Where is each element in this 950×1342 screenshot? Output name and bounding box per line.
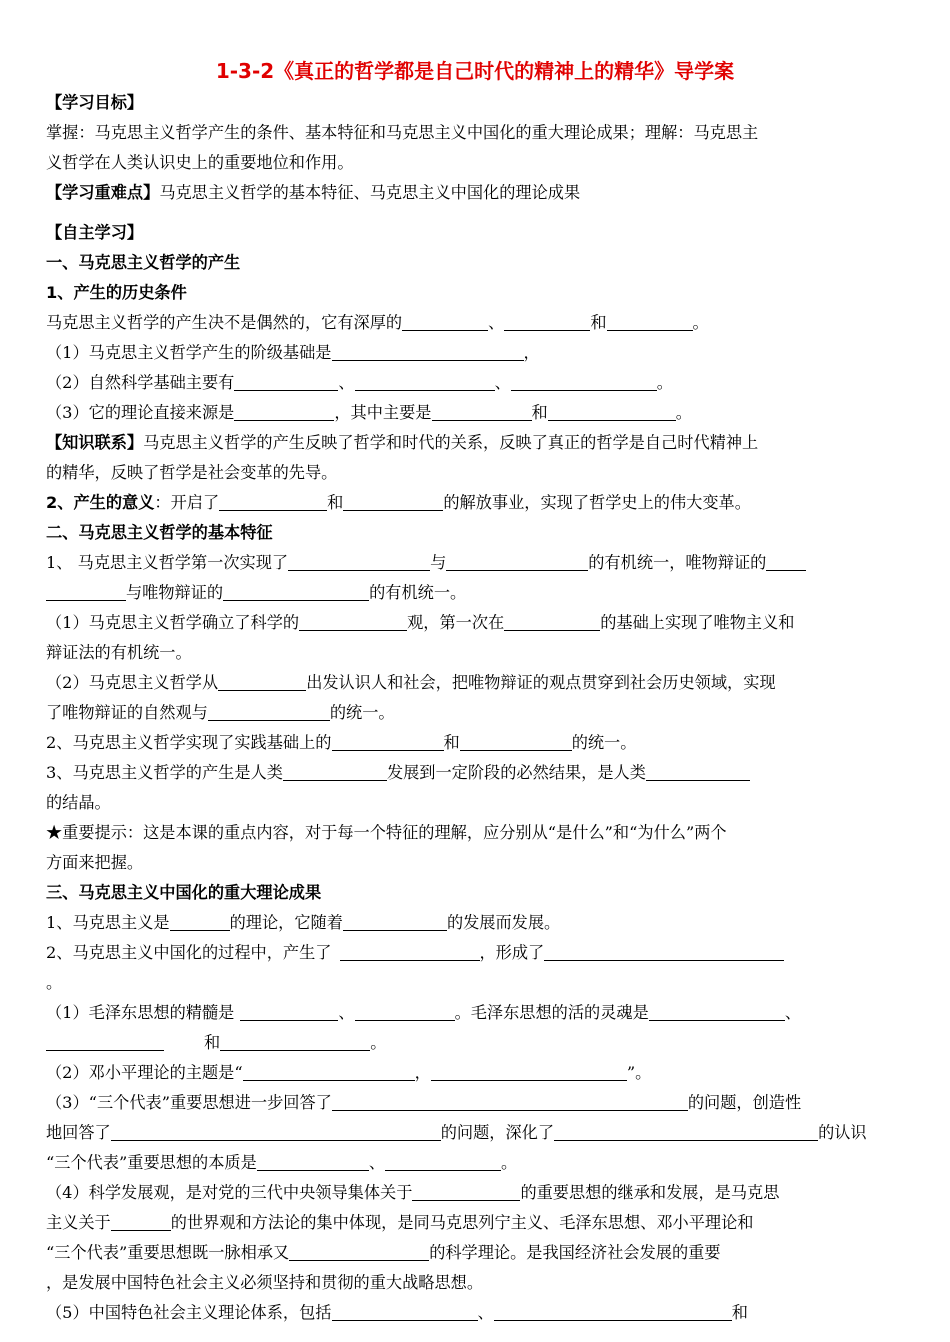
goals-header: 【学习目标】 (46, 93, 144, 112)
blank (208, 700, 330, 721)
question-line: 1、 马克思主义哲学第一次实现了 与 的有机统一，唯物辩证的 (46, 548, 904, 578)
document-title: 1-3-2《真正的哲学都是自己时代的精神上的精华》导学案 (215, 59, 735, 83)
section-3-heading: 三、马克思主义中国化的重大理论成果 (46, 883, 322, 902)
question-line: （1）马克思主义哲学产生的阶级基础是 ， (46, 338, 904, 368)
blank (385, 1150, 501, 1171)
question-line: 马克思主义哲学的产生决不是偶然的，它有深厚的 、 和 。 (46, 308, 904, 338)
question-line-cont: 的结晶。 (46, 793, 111, 812)
blank (220, 1030, 370, 1051)
question-line: （2）马克思主义哲学从 出发认识人和社会，把唯物辩证的观点贯穿到社会历史领域，实现 (46, 668, 904, 698)
blank (355, 370, 495, 391)
knowledge-link-cont: 的精华，反映了哲学是社会变革的先导。 (46, 463, 338, 482)
blank (234, 370, 338, 391)
blank (494, 1300, 732, 1321)
blank (544, 940, 784, 961)
important-tip: ★重要提示：这是本课的重点内容，对于每一个特征的理解，应分别从“是什么”和“为什么”两个 (46, 823, 727, 842)
blank (219, 490, 327, 511)
blank (257, 1150, 369, 1171)
question-line: “三个代表”重要思想的本质是 、 。 (46, 1148, 904, 1178)
blank (431, 1060, 627, 1081)
question-line: 3、马克思主义哲学的产生是人类 发展到一定阶段的必然结果，是人类 (46, 758, 904, 788)
blank (170, 910, 230, 931)
blank (607, 310, 693, 331)
question-line: （1）马克思主义哲学确立了科学的 观，第一次在 的基础上实现了唯物主义和 (46, 608, 904, 638)
question-line: 1、马克思主义是 的理论，它随着 的发展而发展。 (46, 908, 904, 938)
question-line: 主义关于 的世界观和方法论的集中体现，是同马克思列宁主义、毛泽东思想、邓小平理论和 (46, 1208, 904, 1238)
blank (240, 1000, 338, 1021)
question-line: 2、马克思主义中国化的过程中，产生了 ，形成了 (46, 938, 904, 968)
key-points (46, 178, 904, 208)
blank (343, 490, 443, 511)
blank (332, 1090, 688, 1111)
blank (355, 1000, 455, 1021)
knowledge-link: 【知识联系】马克思主义哲学的产生反映了哲学和时代的关系，反映了真正的哲学是自己时代精神上 (46, 433, 759, 452)
question-line: 和 。 (46, 1028, 904, 1058)
blank (283, 760, 387, 781)
section-2-heading: 二、马克思主义哲学的基本特征 (46, 523, 273, 542)
question-line: “三个代表”重要思想既一脉相承又 的科学理论。是我国经济社会发展的重要 (46, 1238, 904, 1268)
question-line: （3）“三个代表”重要思想进一步回答了 的问题，创造性 (46, 1088, 904, 1118)
blank (46, 580, 126, 601)
blank (432, 400, 532, 421)
blank (460, 730, 572, 751)
question-line-cont: ，是发展中国特色社会主义必须坚持和贯彻的重大战略思想。 (46, 1273, 484, 1292)
question-line-cont: 。 (46, 973, 63, 992)
question-line: （5）中国特色社会主义理论体系，包括 、 和 (46, 1298, 904, 1328)
blank (402, 310, 488, 331)
section-1-heading: 一、马克思主义哲学的产生 (46, 253, 241, 272)
blank (46, 1030, 164, 1051)
blank (218, 670, 306, 691)
question-line: 2、马克思主义哲学实现了实践基础上的 和 的统一。 (46, 728, 904, 758)
section-1-sub-1: 1、产生的历史条件 (46, 283, 187, 302)
blank (646, 760, 750, 781)
question-line: （2）自然科学基础主要有 、 、 。 (46, 368, 904, 398)
blank (332, 1300, 478, 1321)
blank (504, 310, 590, 331)
blank (111, 1120, 441, 1141)
question-line: （2）邓小平理论的主题是“ ， ”。 (46, 1058, 904, 1088)
blank (243, 1060, 415, 1081)
blank (299, 610, 407, 631)
key-points-text: 马克思主义哲学的基本特征、马克思主义中国化的理论成果 (159, 183, 581, 202)
question-line: 2、产生的意义：开启了 和 的解放事业，实现了哲学史上的伟大变革。 (46, 488, 904, 518)
goals-line-1: 掌握：马克思主义哲学产生的条件、基本特征和马克思主义中国化的重大理论成果；理解：马克思主 (46, 123, 759, 142)
question-line-cont: 辩证法的有机统一。 (46, 643, 192, 662)
blank (766, 550, 806, 571)
question-line: 了唯物辩证的自然观与 的统一。 (46, 698, 904, 728)
blank (289, 1240, 429, 1261)
goals-line-2: 义哲学在人类认识史上的重要地位和作用。 (46, 153, 354, 172)
blank (649, 1000, 785, 1021)
blank (234, 400, 334, 421)
question-line: 与唯物辩证的 的有机统一。 (46, 578, 904, 608)
blank (548, 400, 676, 421)
question-line: （1）毛泽东思想的精髓是 、 。毛泽东思想的活的灵魂是 、 (46, 998, 904, 1028)
blank (504, 610, 600, 631)
blank (412, 1180, 520, 1201)
blank (332, 340, 524, 361)
blank (446, 550, 588, 571)
blank (554, 1120, 818, 1141)
question-line: 地回答了 的问题，深化了 的认识 (46, 1118, 904, 1148)
self-study-header: 【自主学习】 (46, 223, 144, 242)
blank (340, 940, 480, 961)
blank (511, 370, 657, 391)
important-tip-cont: 方面来把握。 (46, 853, 144, 872)
blank (288, 550, 430, 571)
blank (332, 730, 444, 751)
question-line: （4）科学发展观，是对党的三代中央领导集体关于 的重要思想的继承和发展，是马克思 (46, 1178, 904, 1208)
blank (343, 910, 447, 931)
question-line: （3）它的理论直接来源是 ，其中主要是 和 。 (46, 398, 904, 428)
blank (111, 1210, 171, 1231)
key-points-label: 【学习重难点】 (46, 183, 160, 202)
blank (223, 580, 369, 601)
